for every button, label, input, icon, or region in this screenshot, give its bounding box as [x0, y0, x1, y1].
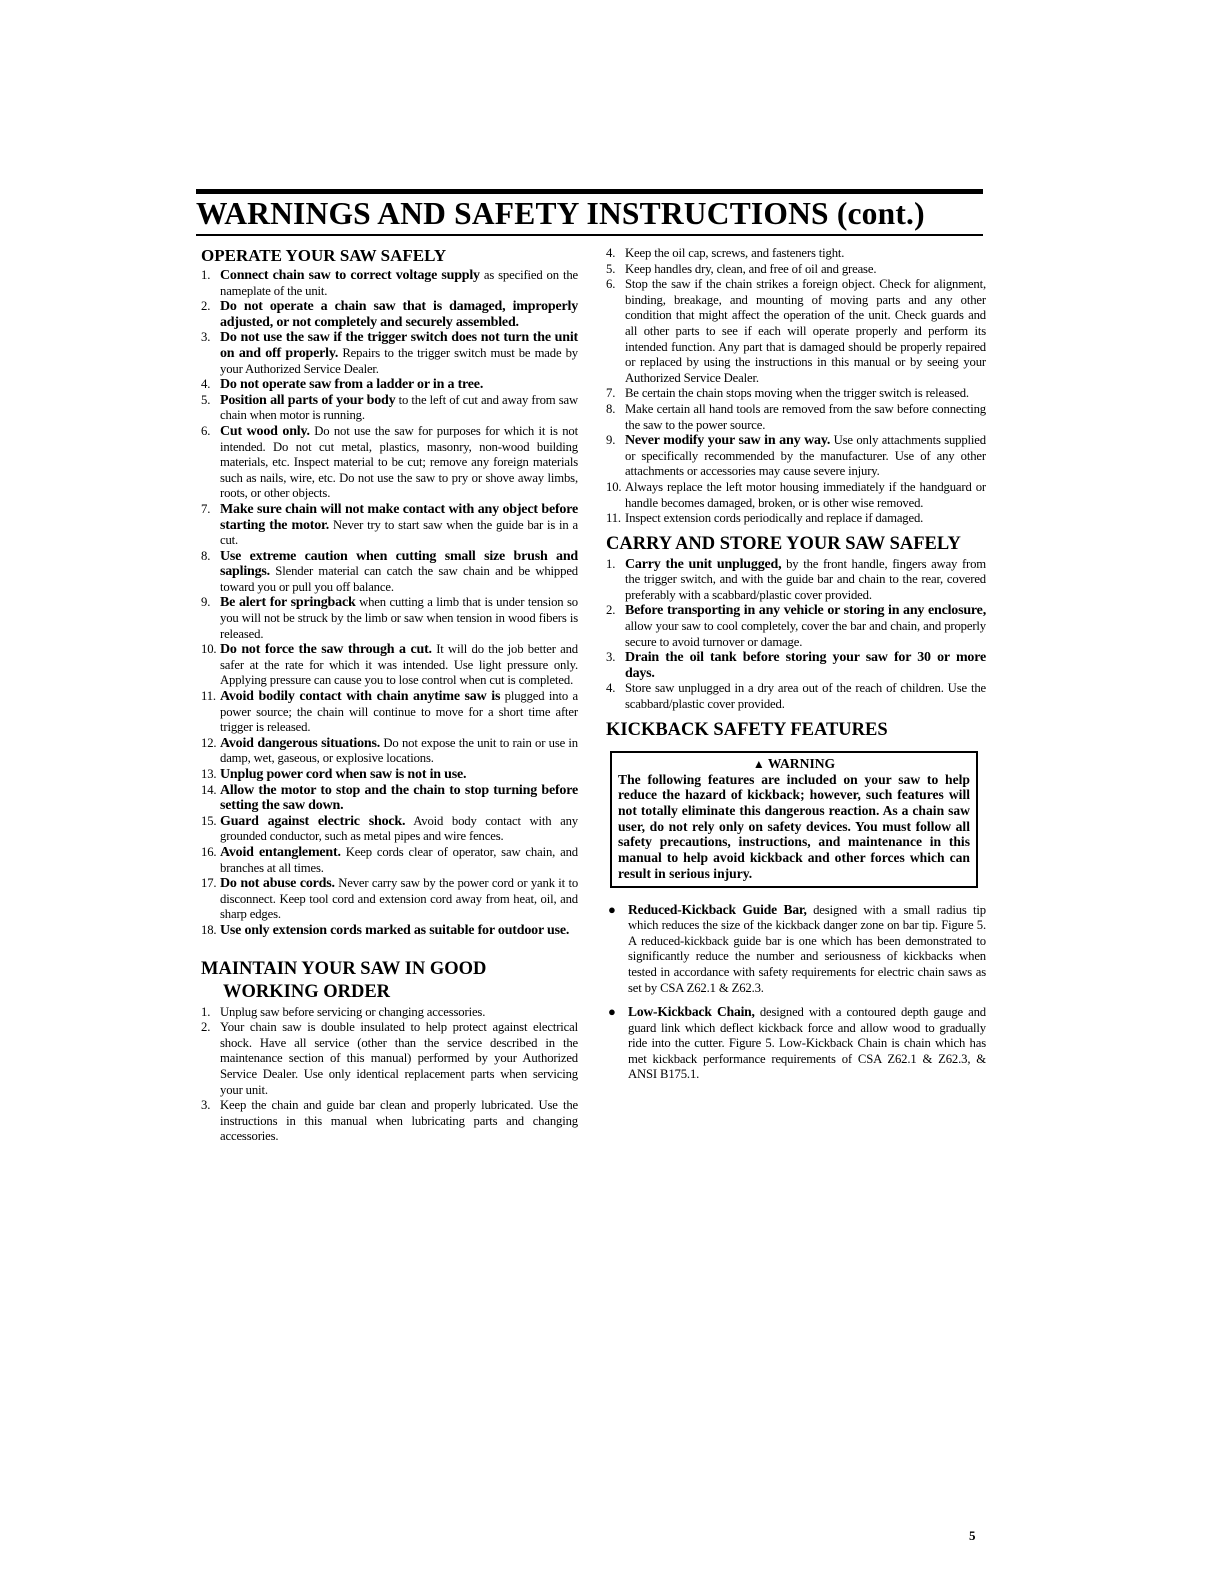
item-text: Make certain all hand tools are removed from the saw before connecting the saw to the power source. [625, 401, 986, 432]
bullet-dot-icon: ● [608, 1004, 616, 1020]
item-number: 2. [606, 603, 616, 618]
list-item [606, 402, 986, 433]
list-item [201, 845, 578, 876]
list-item [606, 246, 986, 262]
item-text: Unplug saw before servicing or changing accessories. [220, 1004, 486, 1019]
item-text: Keep handles dry, clean, and free of oil and grease. [625, 261, 877, 276]
item-bold-text: Do not operate a chain saw that is damaged, improperly adjusted, or not completely and securely assembled. [220, 299, 578, 330]
item-text: to the left of cut and away from saw chain when motor is running. [220, 392, 578, 423]
item-number: 3. [201, 330, 211, 345]
item-bold-text: Position all parts of your body [220, 392, 396, 408]
item-number: 2. [201, 1020, 211, 1035]
list-item [201, 689, 578, 736]
list-item [201, 393, 578, 424]
item-number: 3. [606, 650, 616, 665]
item-bold-text: Connect chain saw to correct voltage supply [220, 268, 480, 283]
item-bold-text: Avoid entanglement. [220, 844, 341, 860]
warning-title [618, 756, 970, 772]
item-bold-text: Never modify your saw in any way. [625, 433, 831, 449]
maintain-heading-line1: MAINTAIN YOUR SAW IN GOOD [201, 958, 487, 979]
bullet-item [606, 1004, 986, 1083]
item-number: 14. [201, 782, 217, 797]
list-item [201, 1098, 578, 1145]
carry-list [606, 557, 986, 713]
item-bold-text: Use extreme caution when cutting small size brush and saplings. [220, 548, 578, 580]
item-text: Never carry saw by the power cord or yank it to disconnect. Keep tool cord and extension cord away from heat, oil, and sharp edges. [220, 876, 579, 922]
item-bold-text: Unplug power cord when saw is not in use. [220, 767, 467, 782]
item-number: 4. [606, 246, 616, 260]
page-title: WARNINGS AND SAFETY INSTRUCTIONS (cont.) [196, 196, 983, 236]
item-bold-text: Avoid bodily contact with chain anytime saw is [220, 689, 501, 705]
operate-heading: OPERATE YOUR SAW SAFELY [201, 246, 447, 265]
item-text: as specified on the nameplate of the unit. [220, 268, 578, 298]
item-text: allow your saw to cool completely, cover the bar and chain, and properly secure to avoid turnover or damage. [625, 619, 986, 649]
item-bold-text: Use only extension cords marked as suitable for outdoor use. [220, 922, 570, 938]
list-item [201, 424, 578, 502]
left-column [201, 246, 578, 1145]
item-text: when cutting a limb that is under tension so you will not be struck by the limb or saw when tension in wood fibers is released. [220, 595, 578, 641]
item-bold-text: Do not force the saw through a cut. [220, 642, 432, 658]
item-number: 6. [606, 277, 616, 292]
item-bold-text: Cut wood only. [220, 423, 310, 439]
list-item [201, 299, 578, 330]
item-number: 8. [201, 548, 211, 563]
list-item [201, 814, 578, 845]
item-text: Keep the chain and guide bar clean and properly lubricated. Use the instructions in this manual when lubricating parts and changing accessories. [220, 1098, 578, 1144]
item-number: 18. [201, 922, 217, 937]
list-item [201, 642, 578, 689]
item-number: 7. [201, 501, 211, 516]
list-item [201, 502, 578, 549]
item-bold-text: Allow the motor to stop and the chain to stop turning before setting the saw down. [220, 782, 578, 814]
list-item [201, 783, 578, 814]
item-bold-text: Do not abuse cords. [220, 876, 335, 892]
item-text: Do not use the saw for purposes for which it is not intended. Do not cut metal, plastics, masonry, non-wood building materials, etc. Inspect material to be cut; remove any foreign materials such as nails, wire, etc. Do not use the saw to pry or shove away limbs, roots, or other objects. [220, 423, 578, 501]
item-number: 15. [201, 813, 217, 828]
item-text: Be certain the chain stops moving when the trigger switch is released. [625, 386, 969, 401]
maintain-list-part2 [606, 246, 986, 527]
list-item [606, 433, 986, 480]
item-bold-text: Carry the unit unplugged, [625, 556, 782, 572]
item-bold-text: Do not operate saw from a ladder or in a tree. [220, 377, 484, 393]
item-text: Store saw unplugged in a dry area out of the reach of children. Use the scabbard/plastic cover provided. [625, 681, 986, 712]
list-item [606, 681, 986, 712]
item-number: 11. [201, 689, 216, 704]
item-number: 5. [201, 392, 211, 407]
list-item [201, 330, 578, 377]
kickback-warning-box [610, 751, 978, 888]
bullet-dot-icon: ● [608, 901, 616, 917]
item-bold-text: Before transporting in any vehicle or storing in any enclosure, [625, 603, 986, 619]
carry-heading: CARRY AND STORE YOUR SAW SAFELY [606, 533, 961, 554]
list-item [606, 511, 986, 527]
item-number: 8. [606, 401, 616, 416]
item-number: 10. [606, 479, 622, 494]
item-number: 1. [201, 1004, 211, 1019]
maintain-heading-line2: WORKING ORDER [223, 981, 391, 1002]
bullet-bold-text: Low-Kickback Chain, [628, 1004, 755, 1020]
item-number: 10. [201, 642, 217, 657]
list-item [606, 262, 986, 278]
list-item [201, 736, 578, 767]
item-text: Inspect extension cords periodically and replace if damaged. [625, 511, 924, 526]
item-text: Your chain saw is double insulated to help protect against electrical shock. Have all service (other than the service described in the maintenance section of this manual) performed by your Authorized Service Dealer. Use only identical replacement parts when servicing your unit. [220, 1020, 578, 1097]
item-number: 4. [201, 377, 211, 392]
list-item [606, 557, 986, 604]
list-item [606, 277, 986, 386]
item-text: Keep cords clear of operator, saw chain, and branches at all times. [220, 844, 578, 875]
item-number: 16. [201, 844, 217, 859]
right-column [606, 246, 986, 1091]
list-item [201, 595, 578, 642]
list-item [201, 1020, 578, 1098]
list-item [606, 650, 986, 681]
bullet-text: designed with a small radius tip which reduces the size of the kickback danger zone on bar tip. Figure 5. A reduced-kickback guide bar is one which has been demonstrated to significantly reduce the number and seriousness of kickbacks when tested in accordance with safety requirements for electric chain saws as set by CSA Z62.1 & Z62.3. [628, 902, 986, 995]
bullet-bold-text: Reduced-Kickback Guide Bar, [628, 901, 807, 917]
item-bold-text: Do not use the saw if the trigger switch does not turn the unit on and off properly. [220, 330, 578, 361]
item-number: 12. [201, 735, 217, 750]
kickback-bullet-list [606, 902, 986, 1084]
maintain-list-part1 [201, 1005, 578, 1145]
item-text: Never try to start saw when the guide bar is in a cut. [220, 517, 578, 548]
item-text: Always replace the left motor housing immediately if the handguard or handle becomes damaged, broken, or is other wise removed. [625, 479, 986, 510]
list-item [606, 603, 986, 650]
item-bold-text: Guard against electric shock. [220, 813, 406, 829]
item-bold-text: Make sure chain will not make contact with any object before starting the motor. [220, 501, 578, 533]
list-item [201, 767, 578, 783]
item-number: 1. [606, 556, 616, 571]
item-text: Slender material can catch the saw chain and be whipped toward you or pull you off balance. [220, 564, 578, 594]
item-text: It will do the job better and safer at the rate for which it was intended. Use light pressure only. Applying pressure can cause you to lose control when cut is completed. [220, 642, 578, 688]
item-number: 9. [201, 595, 211, 610]
list-item [201, 549, 578, 596]
list-item [201, 1005, 578, 1021]
page-number: 5 [969, 1528, 976, 1543]
item-number: 1. [201, 268, 211, 282]
warning-title-text: WARNING [767, 755, 836, 771]
list-item [201, 268, 578, 299]
item-number: 3. [201, 1098, 211, 1113]
item-number: 2. [201, 299, 211, 314]
item-number: 9. [606, 433, 616, 448]
item-text: plugged into a power source; the chain will continue to move for a short time after trigger is released. [220, 689, 579, 735]
item-number: 13. [201, 767, 217, 781]
item-number: 17. [201, 876, 217, 891]
list-item [606, 386, 986, 402]
warning-text: The following features are included on your saw to help reduce the hazard of kickback; however, such features will not totally eliminate this dangerous reaction. As a chain saw user, do not rely only on safety devices. You must follow all safety precautions, instructions, and maintenance in this manual to help avoid kickback and other forces which can result in serious injury. [618, 771, 970, 881]
item-bold-text: Be alert for springback [220, 595, 356, 611]
bullet-text: designed with a contoured depth gauge and guard link which deflect kickback force and allow wood to gradually ride into the cutter. Figure 5. Low-Kickback Chain is chain which has met kickback performance requirements of CSA Z62.1 & Z62.3, & ANSI B175.1. [628, 1005, 986, 1082]
title-rule-thick [196, 189, 983, 194]
item-text: Avoid body contact with any grounded conductor, such as metal pipes and wire fences. [220, 813, 578, 844]
item-number: 5. [606, 261, 616, 276]
item-bold-text: Drain the oil tank before storing your saw for 30 or more days. [625, 650, 986, 681]
list-item [201, 876, 578, 923]
bullet-item [606, 902, 986, 997]
list-item [201, 923, 578, 939]
list-item [606, 480, 986, 511]
item-text: Do not expose the unit to rain or use in damp, wet, gaseous, or explosive locations. [220, 735, 579, 766]
item-number: 6. [201, 423, 211, 438]
item-text: by the front handle, fingers away from the trigger switch, and with the guide bar and chain to the rear, covered preferably with a scabbard/plastic cover provided. [625, 556, 987, 602]
item-text: Keep the oil cap, screws, and fasteners tight. [625, 246, 845, 260]
item-number: 11. [606, 511, 621, 526]
item-number: 4. [606, 681, 616, 696]
kickback-heading: KICKBACK SAFETY FEATURES [606, 719, 888, 740]
item-bold-text: Avoid dangerous situations. [220, 735, 381, 751]
warning-triangle-icon: ▲ [752, 756, 765, 771]
item-text: Use only attachments supplied or specifically recommended by the manufacturer. Use of any other attachments or accessories may cause severe injury. [625, 433, 986, 479]
item-text: Stop the saw if the chain strikes a foreign object. Check for alignment, binding, breakage, and mounting of moving parts and any other condition that might affect the operation of the unit. Check guards and all other parts to see if each will operate properly and perform its intended function. Any part that is damaged should be properly repaired or replaced by using the instructions in this manual or by seeing your Authorized Service Dealer. [625, 277, 986, 385]
item-text: Repairs to the trigger switch must be made by your Authorized Service Dealer. [220, 345, 578, 376]
item-number: 7. [606, 386, 616, 401]
list-item [201, 377, 578, 393]
operate-list [201, 268, 578, 939]
